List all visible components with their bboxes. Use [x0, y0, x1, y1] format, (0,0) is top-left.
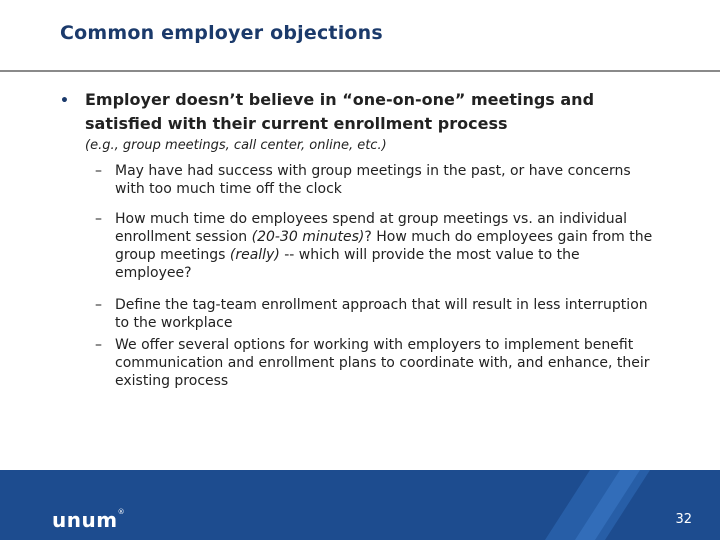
- dash-icon: –: [95, 211, 102, 227]
- title-divider: [0, 70, 720, 72]
- sub-point: [95, 336, 655, 390]
- sub-point-text-part: How much time do employees spend at group meetings vs. an individual enrollment session: [115, 211, 628, 245]
- sub-point-text: [115, 211, 652, 281]
- footer-bar: [0, 470, 720, 540]
- sub-point-emphasis: (20-30 minutes): [251, 229, 365, 245]
- dash-icon: –: [95, 163, 102, 179]
- dash-icon: –: [95, 297, 102, 313]
- slide-title: Common employer objections: [60, 22, 383, 44]
- sub-point-list-1: [95, 162, 655, 198]
- sub-point: [95, 162, 655, 198]
- sub-point-text: We offer several options for working with employers to implement benefit communication and enrollment plans to coordinate with, and enhance, their existing process: [115, 337, 650, 389]
- main-point: Employer doesn’t believe in “one-on-one” meetings and satisfied with their current enrollment process: [85, 90, 595, 133]
- sub-point: [95, 296, 655, 332]
- sub-point-text: May have had success with group meetings in the past, or have concerns with too much time off the clock: [115, 163, 631, 197]
- sub-point-list-2: [95, 210, 655, 282]
- bullet-icon: •: [60, 93, 69, 109]
- unum-logo: [52, 508, 125, 532]
- sub-point-text: Define the tag-team enrollment approach that will result in less interruption to the workplace: [115, 297, 648, 331]
- sub-point-emphasis: (really): [229, 247, 280, 263]
- sub-point: [95, 210, 655, 282]
- page-number: 32: [675, 512, 692, 527]
- logo-text: unum: [52, 508, 118, 532]
- dash-icon: –: [95, 337, 102, 353]
- sub-point-text-part: ? How much do employees gain from the group meetings: [115, 229, 653, 263]
- sub-point-list-3: [95, 296, 655, 390]
- sub-point-text-part: -- which will provide the most value to the employee?: [115, 247, 580, 281]
- registered-mark: ®: [117, 508, 126, 516]
- examples-note: (e.g., group meetings, call center, online, etc.): [85, 138, 387, 153]
